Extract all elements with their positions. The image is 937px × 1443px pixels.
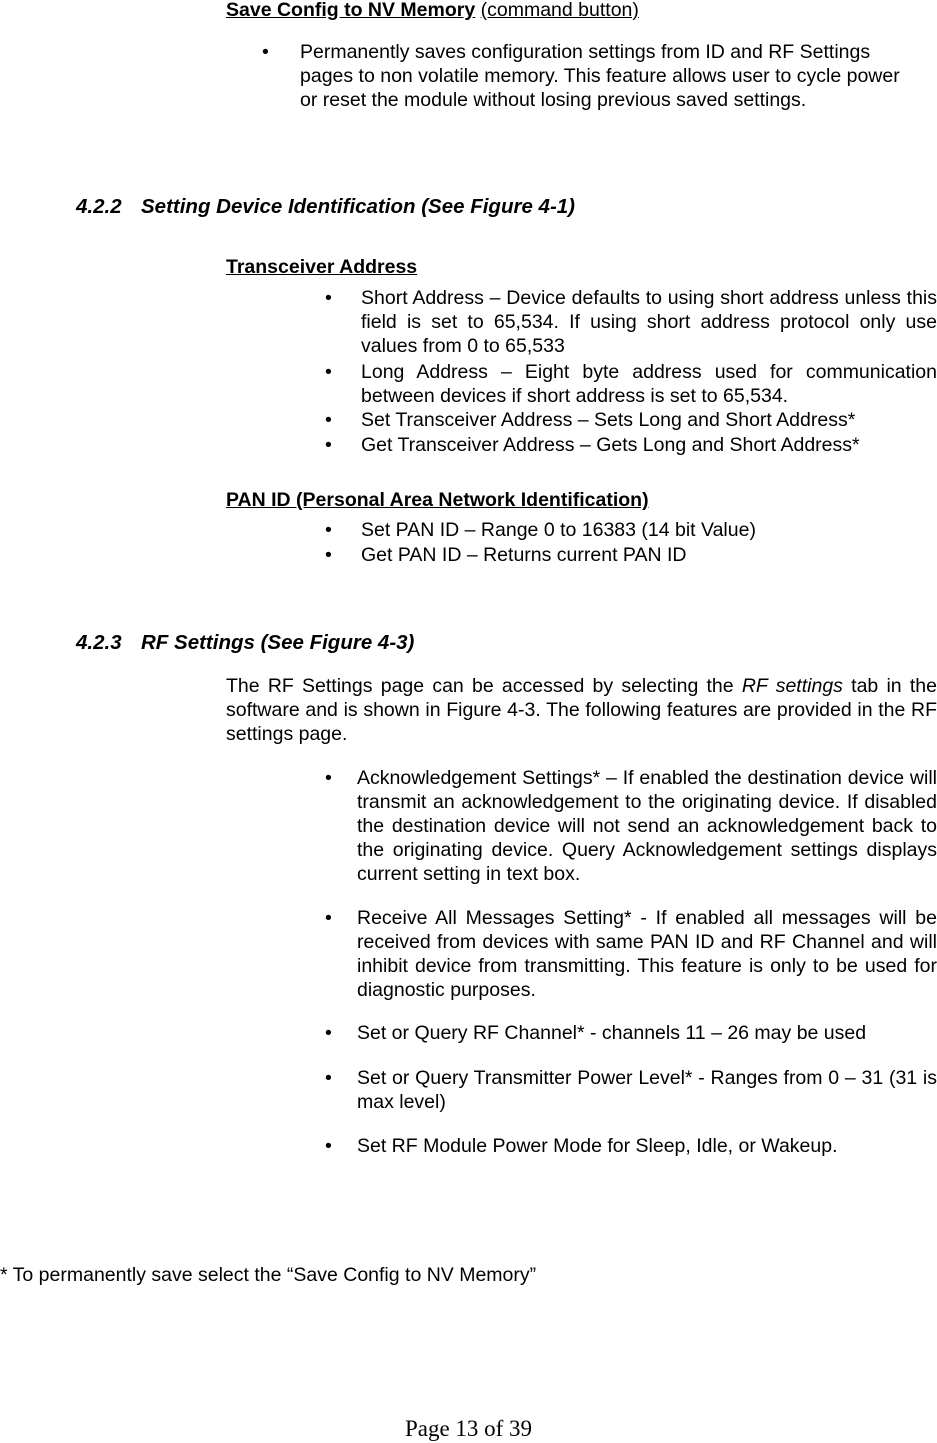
power-mode-bullet: Set RF Module Power Mode for Sleep, Idle, or Wakeup. — [357, 1135, 838, 1157]
bullet-glyph: • — [262, 41, 269, 63]
list-item — [325, 543, 937, 567]
section-number: 4.2.3 — [76, 631, 122, 654]
bullet-glyph: • — [325, 1022, 332, 1044]
section-title: RF Settings (See Figure 4-3) — [141, 631, 415, 654]
bullet-glyph: • — [325, 409, 332, 431]
list-item — [325, 286, 937, 358]
section-title: Setting Device Identification (See Figure 4-1) — [141, 195, 576, 218]
long-address-bullet: Long Address – Eight byte address used for communication between devices if short address is set to 65,534. — [361, 361, 937, 407]
bullet-glyph: • — [325, 519, 332, 541]
set-pan-bullet: Set PAN ID – Range 0 to 16383 (14 bit Value) — [361, 519, 756, 541]
list-item — [325, 433, 937, 457]
list-item — [325, 360, 937, 408]
list-item — [325, 1134, 937, 1158]
pan-id-heading: PAN ID (Personal Area Network Identification) — [226, 489, 649, 511]
bullet-glyph: • — [325, 434, 332, 456]
bullet-glyph: • — [325, 1135, 332, 1157]
section-heading-4-2-2 — [76, 194, 575, 220]
ack-settings-bullet: Acknowledgement Settings* – If enabled the destination device will transmit an acknowledgement to the originating device. If disabled the destination device will not send an acknowledgement back to the originating device. Query Acknowledgement settings displays current setting in text box. — [357, 767, 937, 885]
save-config-heading — [226, 0, 639, 22]
list-item — [325, 1066, 937, 1114]
bullet-glyph: • — [325, 287, 332, 309]
bullet-glyph: • — [325, 361, 332, 383]
page-number: Page 13 of 39 — [404, 1416, 533, 1441]
list-item — [325, 1021, 937, 1045]
save-config-title: Save Config to NV Memory — [226, 0, 476, 21]
intro-italic: RF settings — [741, 675, 843, 697]
section-number: 4.2.2 — [76, 195, 122, 218]
tx-power-bullet: Set or Query Transmitter Power Level* - Ranges from 0 – 31 (31 is max level) — [357, 1067, 937, 1113]
intro-text-rest: tab in the software and is shown in Figure 4-3. The following features are provided in the RF settings page. — [226, 675, 937, 745]
list-item — [325, 906, 937, 1002]
rf-settings-intro — [226, 674, 937, 746]
list-item — [325, 518, 937, 542]
bullet-glyph: • — [325, 1067, 332, 1089]
save-config-bullet: Permanently saves configuration settings from ID and RF Settings pages to non volatile memory. This feature allows user to cycle power or reset the module without losing previous saved settings. — [300, 41, 900, 111]
footnote: * To permanently save select the “Save Config to NV Memory” — [0, 1264, 537, 1286]
intro-text: The RF Settings page can be accessed by selecting the — [226, 675, 742, 697]
set-transceiver-bullet: Set Transceiver Address – Sets Long and Short Address* — [361, 409, 856, 431]
short-address-bullet: Short Address – Device defaults to using short address unless this field is set to 65,534. If using short address protocol only use values from 0 to 65,533 — [361, 287, 937, 357]
section-heading-4-2-3 — [76, 630, 414, 656]
bullet-glyph: • — [325, 907, 332, 929]
get-pan-bullet: Get PAN ID – Returns current PAN ID — [361, 544, 687, 566]
list-item — [262, 40, 937, 115]
bullet-glyph: • — [325, 544, 332, 566]
list-item — [325, 408, 937, 432]
transceiver-address-heading: Transceiver Address — [226, 256, 418, 278]
receive-all-bullet: Receive All Messages Setting* - If enabled all messages will be received from devices with same PAN ID and RF Channel and will inhibit device from transmitting. This feature is only to be used for diagnostic purposes. — [357, 907, 937, 1001]
save-config-suffix: (command button) — [480, 0, 639, 21]
list-item — [325, 766, 937, 886]
get-transceiver-bullet: Get Transceiver Address – Gets Long and Short Address* — [361, 434, 860, 456]
bullet-glyph: • — [325, 767, 332, 789]
rf-channel-bullet: Set or Query RF Channel* - channels 11 – 26 may be used — [357, 1022, 867, 1044]
